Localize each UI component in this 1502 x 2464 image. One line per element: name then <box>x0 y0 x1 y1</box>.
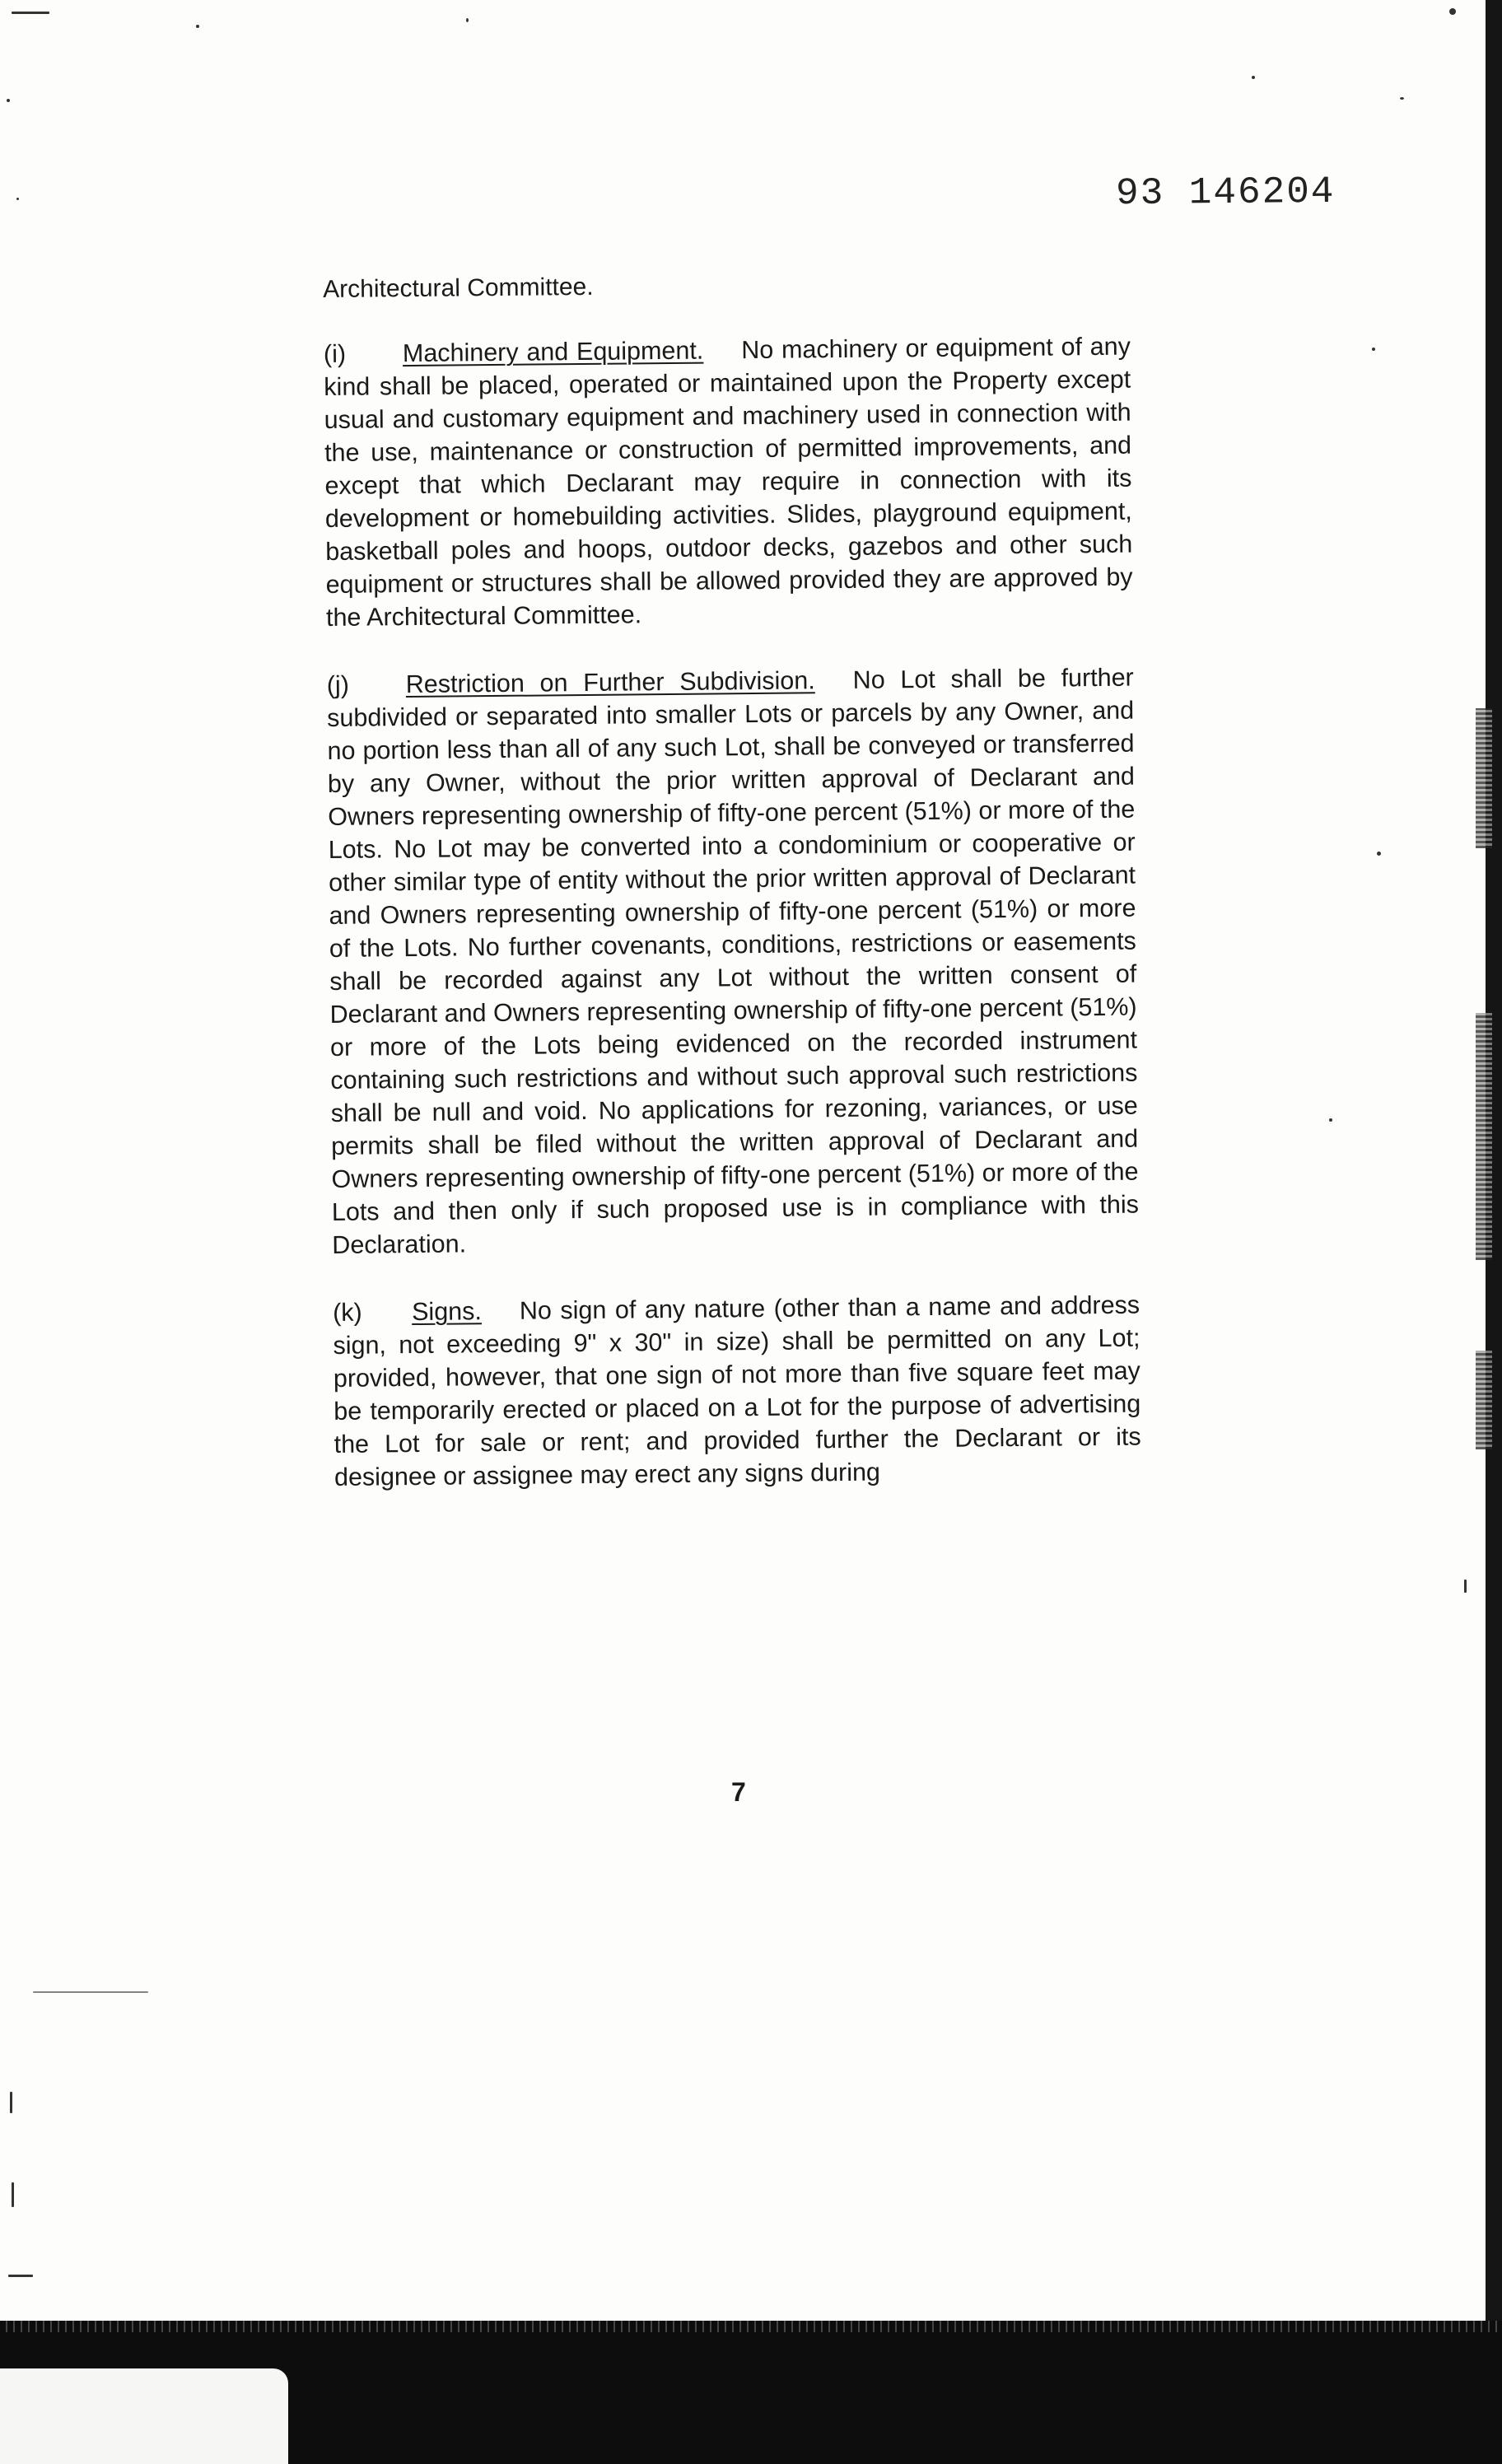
paragraph-heading: Restriction on Further Subdivision. <box>405 666 815 699</box>
carry-over-text: Architectural Committee. <box>323 273 594 303</box>
scan-speck <box>1329 1118 1332 1122</box>
paragraph-heading: Signs. <box>411 1297 483 1327</box>
scan-speck <box>1372 348 1375 351</box>
scan-speck <box>10 2092 12 2113</box>
scan-edge-noise <box>1476 708 1492 848</box>
scan-speck <box>1252 76 1255 79</box>
scan-edge-noise <box>1476 1351 1492 1449</box>
paragraph-letter: (i) <box>323 339 347 368</box>
paragraph-signs <box>333 1289 1141 1494</box>
scan-speck <box>1464 1580 1467 1593</box>
paragraph-text: No Lot shall be further subdivided or separated into smaller Lots or parcels by any Owner, and no portion less than all of any such Lot, shall be conveyed or transferred by any Owner, without the prior written approval of Declarant and Owners representing ownership of fifty-one percent (51%) or more of the Lots. No Lot may be converted into a condominium or cooperative or other similar type of entity without the prior written approval of Declarant and Owners representing ownership of fifty-one percent (51%) or more of the Lots. No further covenants, conditions, restrictions or easements shall be recorded against any Lot without the written consent of Declarant and Owners representing ownership of fifty-one percent (51%) or more of the Lots being evidenced on the recorded instrument containing such restrictions and without such approval such restrictions shall be null and void. No applications for rezoning, variances, or use permits shall be filed without the written approval of Declarant and Owners representing ownership of fifty-one percent (51%) or more of the Lots and then only if such proposed use is in compliance with this Declaration. <box>327 663 1140 1259</box>
scan-speck <box>8 2275 33 2277</box>
paragraph-subdivision <box>327 661 1140 1262</box>
page-number: 7 <box>731 1777 746 1807</box>
scan-speck <box>12 12 49 14</box>
scan-speck <box>33 1991 148 1993</box>
scan-speck <box>466 18 469 22</box>
paragraph-machinery <box>324 330 1133 634</box>
paragraph-text: No sign of any nature (other than a name and address sign, not exceeding 9" x 30" in size) shall be permitted on any Lot; provided, however, that one sign of not more than five square feet may be temporarily erected or placed on a Lot for the purpose of advertising the Lot for sale or rent; and provided further the Declarant or its designee or assignee may erect any signs during <box>333 1290 1141 1491</box>
scan-speck <box>1449 8 1456 15</box>
paragraph-letter: (k) <box>332 1298 362 1327</box>
scan-bottom-tab <box>0 2368 288 2464</box>
document-number: 93 146204 <box>1115 170 1336 216</box>
paragraph-letter: (j) <box>326 670 350 699</box>
scan-speck <box>7 99 10 102</box>
scan-speck <box>1377 852 1381 856</box>
scan-edge-noise <box>1476 1013 1492 1260</box>
scan-speck <box>12 2182 14 2207</box>
scan-speck <box>1400 97 1404 100</box>
scan-bottom-noise <box>0 2321 1502 2332</box>
paragraph-heading: Machinery and Equipment. <box>402 336 704 368</box>
document-body <box>323 266 1142 1528</box>
scan-speck <box>16 198 19 200</box>
scan-speck <box>196 25 199 28</box>
paragraph-text: No machinery or equipment of any kind shall be placed, operated or maintained upon the Property except usual and customary equipment and machinery used in connection with the use, maintenance or construction of permitted improvements, and except that which Declarant may require in connection with its development or homebuilding activities. Slides, playground equipment, basketball poles and hoops, outdoor decks, gazebos and other such equipment or structures shall be allowed provided they are approved by the Architectural Committee. <box>324 332 1133 632</box>
